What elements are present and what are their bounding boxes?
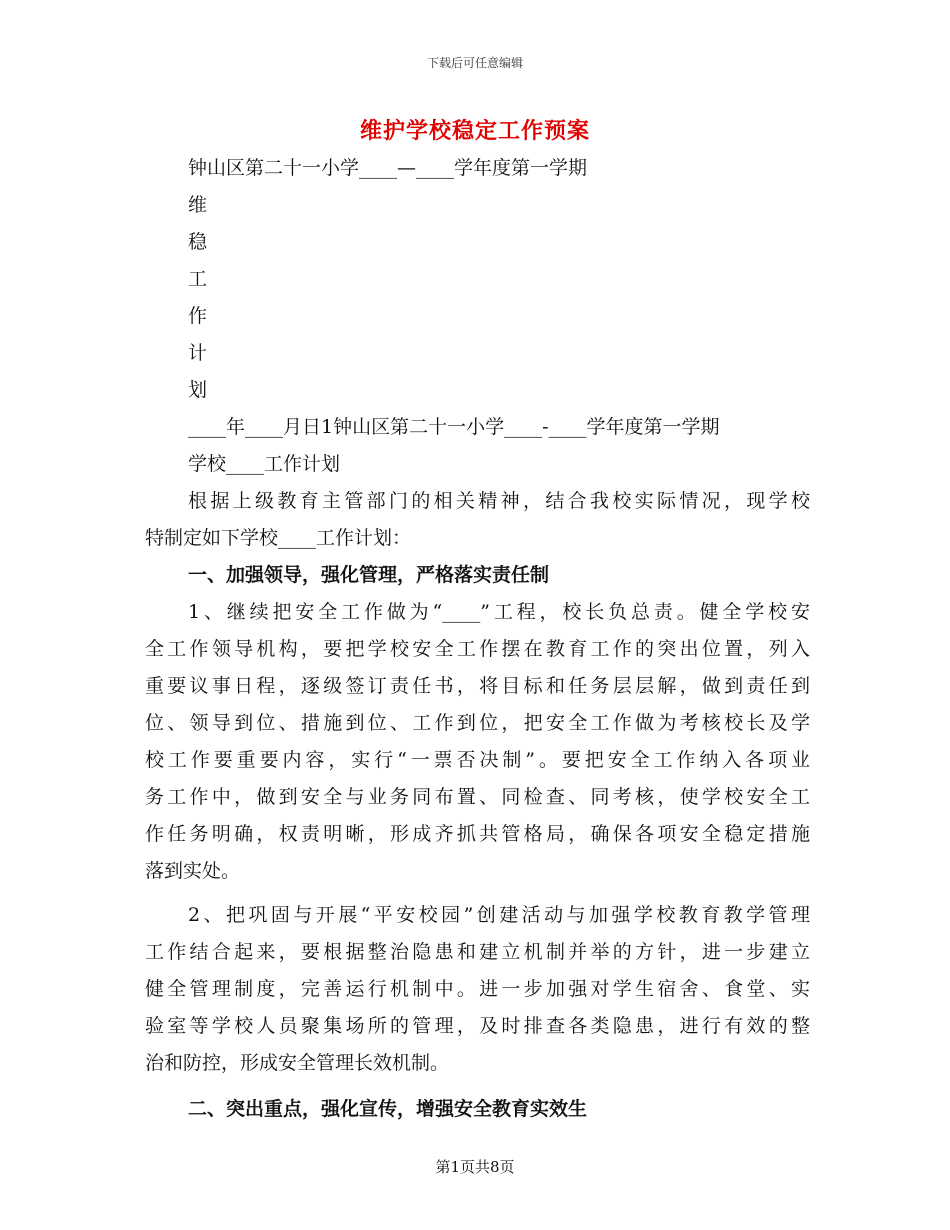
vertical-char: 作 <box>188 305 208 327</box>
vertical-char: 工 <box>188 268 208 290</box>
paragraph-line: 特制定如下学校____工作计划： <box>145 527 412 549</box>
vertical-char: 稳 <box>188 231 208 253</box>
vertical-char: 维 <box>188 194 208 216</box>
page-footer: 第1页共8页 <box>435 1158 515 1176</box>
paragraph-line: 位、领导到位、措施到位、工作到位，把安全工作做为考核校长及学 <box>145 712 810 734</box>
section-heading: 二、突出重点，强化宣传，增强安全教育实效生 <box>188 1098 588 1120</box>
paragraph-line: 健全管理制度，完善运行机制中。进一步加强对学生宿舍、食堂、实 <box>145 978 810 1000</box>
paragraph-line: 治和防控，形成安全管理长效机制。 <box>145 1052 450 1074</box>
paragraph-line: 全工作领导机构，要把学校安全工作摆在教育工作的突出位置，列入 <box>145 638 810 660</box>
paragraph-line: 务工作中，做到安全与业务同布置、同检查、同考核，使学校安全工 <box>145 786 810 808</box>
paragraph-line: 落到实处。 <box>145 860 241 882</box>
paragraph-line: 验室等学校人员聚集场所的管理，及时排查各类隐患，进行有效的整 <box>145 1015 810 1037</box>
document-title: 维护学校稳定工作预案 <box>359 118 590 144</box>
paragraph-line: 作任务明确，权责明晰，形成齐抓共管格局，确保各项安全稳定措施 <box>145 823 810 845</box>
plan-subtitle: 学校____工作计划 <box>188 453 341 475</box>
paragraph-line: 1、继续把安全工作做为“____”工程，校长负总责。健全学校安 <box>188 601 810 623</box>
paragraph-line: 重要议事日程，逐级签订责任书，将目标和任务层层解，做到责任到 <box>145 675 810 697</box>
header-note: 下载后可任意编辑 <box>426 56 523 70</box>
document-body <box>145 150 810 1128</box>
school-term-line: 钟山区第二十一小学____—____学年度第一学期 <box>188 157 588 179</box>
paragraph-line: 校工作要重要内容，实行“一票否决制”。要把安全工作纳入各项业 <box>145 749 810 771</box>
paragraph-line: 2、把巩固与开展“平安校园”创建活动与加强学校教育教学管理 <box>188 904 810 926</box>
vertical-char: 划 <box>188 379 208 401</box>
vertical-char: 计 <box>188 342 208 364</box>
section-heading: 一、加强领导，强化管理，严格落实责任制 <box>188 564 550 586</box>
paragraph-line: 工作结合起来，要根据整治隐患和建立机制并举的方针，进一步建立 <box>145 941 810 963</box>
paragraph-line: 根据上级教育主管部门的相关精神，结合我校实际情况，现学校 <box>188 490 810 512</box>
date-line: ____年____月日1钟山区第二十一小学____-____学年度第一学期 <box>188 416 720 438</box>
